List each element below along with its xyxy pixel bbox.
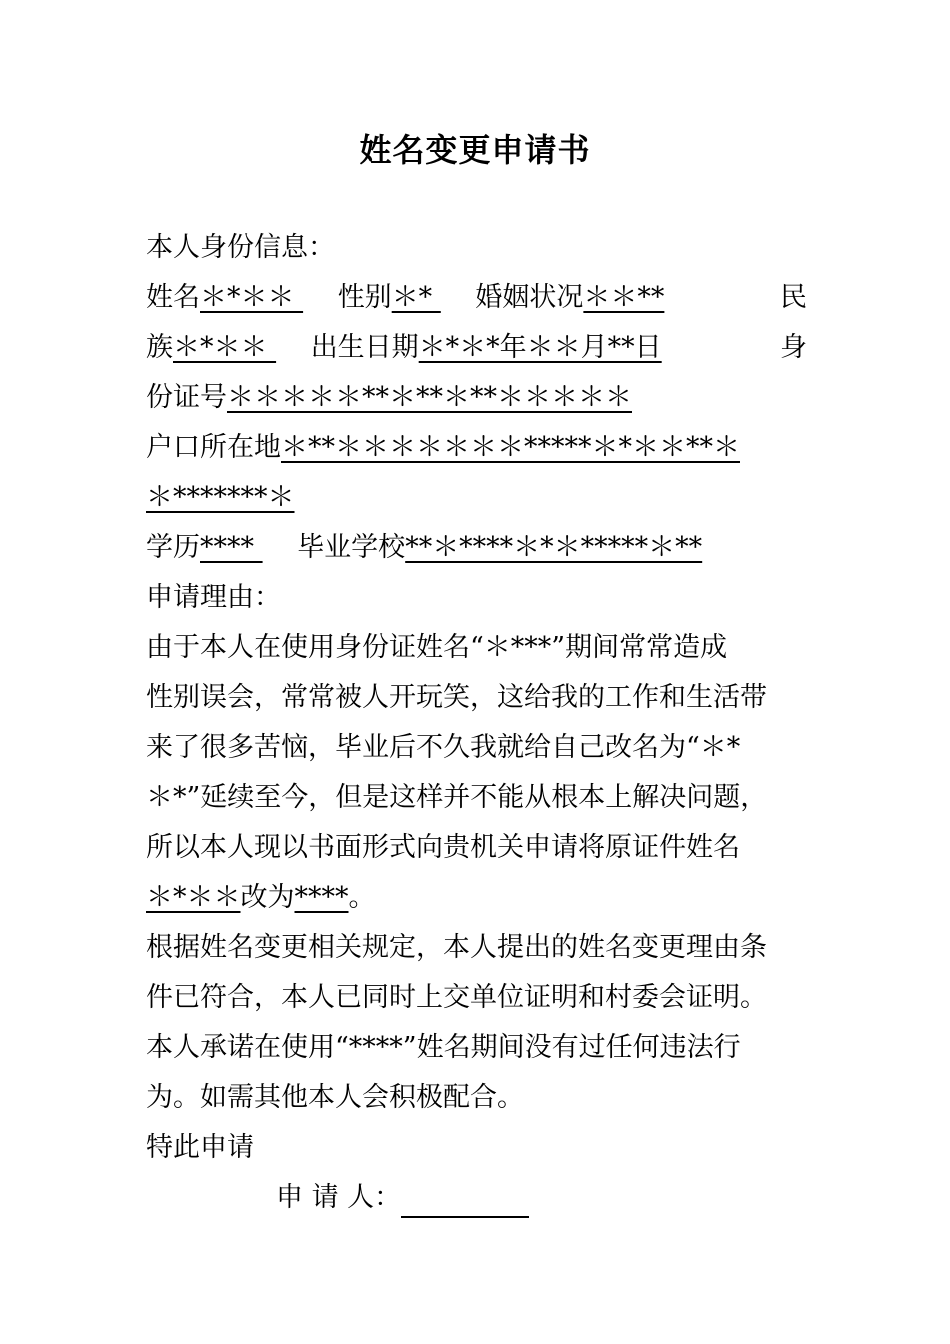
ethnic-label-part2: 族: [146, 332, 173, 363]
gender-value: ＊*: [391, 282, 441, 313]
document-title: 姓名变更申请书: [359, 131, 591, 169]
closing-text: 特此申请: [146, 1132, 254, 1163]
identity-row-4: [146, 428, 740, 468]
hukou-label: 户口所在地: [146, 432, 281, 463]
identity-row-3: [146, 378, 632, 418]
id-number-value: ＊＊＊＊＊**＊**＊**＊＊＊＊＊: [227, 382, 632, 413]
applicant-signature-blank[interactable]: [401, 1186, 529, 1218]
id-label-part1: 身: [780, 332, 807, 363]
regulation-line-1: 根据姓名变更相关规定，本人提出的姓名变更理由条: [146, 932, 767, 963]
applicant-label: 申 请 人：: [276, 1182, 402, 1213]
id-label-part2: 份证号: [146, 382, 227, 413]
reason-line-6: [146, 878, 376, 918]
reason-line-4: ＊*”延续至今，但是这样并不能从根本上解决问题，: [146, 782, 768, 813]
ethnic-label-part1: 民: [780, 282, 807, 313]
reason-line-2: 性别误会，常常被人开玩笑，这给我的工作和生活带: [146, 682, 767, 713]
regulation-line-2: 件已符合，本人已同时上交单位证明和村委会证明。: [146, 982, 767, 1013]
school-label: 毕业学校: [297, 532, 406, 563]
reason-line-5: 所以本人现以书面形式向贵机关申请将原证件姓名: [146, 832, 740, 863]
identity-header: 本人身份信息：: [146, 232, 335, 263]
name-label: 姓名: [146, 282, 200, 313]
hukou-value: ＊**＊＊＊＊＊＊＊*****＊*＊＊**＊: [281, 432, 740, 463]
promise-line-2: 为。如需其他本人会积极配合。: [146, 1082, 524, 1113]
promise-line-1: 本人承诺在使用“****”姓名期间没有过任何违法行: [146, 1032, 741, 1063]
school-value: **＊****＊*＊*****＊**: [405, 532, 703, 563]
marital-value: ＊＊**: [583, 282, 665, 313]
identity-row-6: [146, 528, 702, 568]
identity-row-2: [146, 328, 662, 368]
birth-value: ＊*＊*年＊＊月**日: [418, 332, 662, 363]
name-value: ＊*＊＊: [200, 282, 304, 313]
old-name-value: ＊*＊＊: [146, 882, 241, 913]
education-value: ****: [200, 532, 263, 563]
birth-label: 出生日期: [310, 332, 419, 363]
gender-label: 性别: [337, 282, 392, 313]
reason-line-3: 来了很多苦恼，毕业后不久我就给自己改名为“＊*: [146, 732, 741, 763]
ethnic-value: ＊*＊＊: [173, 332, 277, 363]
reason-header: 申请理由：: [146, 582, 281, 613]
hukou-value-continued: ＊*******＊: [146, 482, 295, 513]
new-name-value: ****: [294, 882, 349, 913]
identity-row-1: [146, 278, 806, 318]
period-mark: 。: [348, 882, 376, 913]
change-to-text: 改为: [240, 882, 295, 913]
reason-line-1: 由于本人在使用身份证姓名“＊***”期间常常造成: [146, 632, 728, 663]
identity-row-5: [146, 478, 295, 518]
applicant-signature-row: [276, 1178, 529, 1218]
education-label: 学历: [146, 532, 200, 563]
marital-label: 婚姻状况: [475, 282, 584, 313]
